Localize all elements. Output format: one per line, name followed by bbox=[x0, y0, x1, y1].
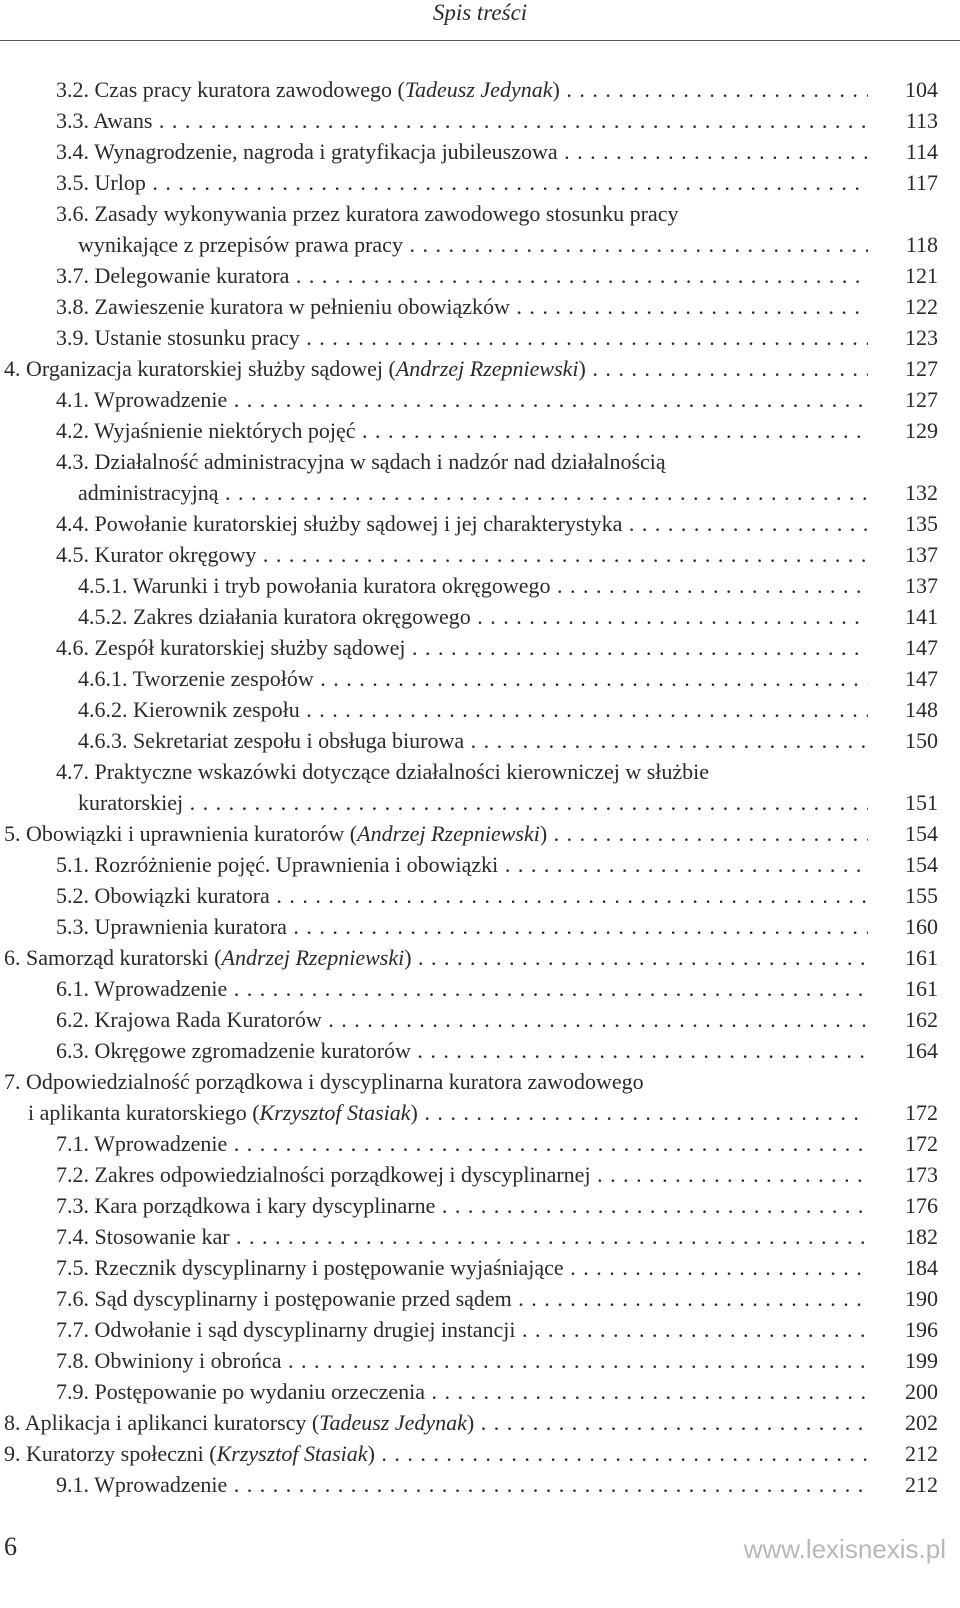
entry-page-number: 129 bbox=[905, 418, 938, 443]
toc-entry[interactable] bbox=[0, 818, 960, 849]
entry-title: Wyjaśnienie niektórych pojęć bbox=[94, 418, 356, 443]
entry-number: 9.1. bbox=[56, 1472, 89, 1497]
entry-author: Andrzej Rzepniewski bbox=[395, 356, 579, 381]
entry-page-number: 172 bbox=[905, 1131, 938, 1156]
entry-number: 4.7. bbox=[56, 759, 89, 784]
toc-entry[interactable] bbox=[0, 663, 960, 694]
toc-entry[interactable] bbox=[0, 1159, 960, 1190]
entry-title: Tworzenie zespołów bbox=[132, 666, 314, 691]
entry-title-tail: ) bbox=[410, 1100, 418, 1125]
toc-entry[interactable] bbox=[0, 601, 960, 632]
header-rule bbox=[0, 40, 960, 41]
entry-author: Andrzej Rzepniewski bbox=[221, 945, 405, 970]
entry-number: 3.8. bbox=[56, 294, 89, 319]
entry-number: 5. bbox=[4, 821, 21, 846]
toc-entry[interactable] bbox=[0, 1035, 960, 1066]
toc-entry[interactable] bbox=[0, 694, 960, 725]
entry-number: 7.4. bbox=[56, 1224, 89, 1249]
entry-title: Wprowadzenie bbox=[94, 976, 228, 1001]
entry-page-number: 151 bbox=[905, 790, 938, 815]
entry-title-tail: ) bbox=[466, 1410, 475, 1435]
toc-entry[interactable] bbox=[0, 756, 960, 818]
entry-page-number: 118 bbox=[905, 232, 938, 257]
running-header: Spis treści bbox=[432, 0, 528, 25]
toc-entry[interactable] bbox=[0, 1469, 960, 1500]
toc-entry[interactable] bbox=[0, 911, 960, 942]
entry-title: Samorząd kuratorski ( bbox=[26, 945, 222, 970]
entry-title: Urlop bbox=[94, 170, 146, 195]
entry-title-continued: kuratorskiej bbox=[78, 790, 184, 815]
entry-page-number: 121 bbox=[905, 263, 938, 288]
entry-number: 7. bbox=[4, 1069, 21, 1094]
entry-title-tail: ) bbox=[552, 77, 560, 102]
entry-title: Kuratorzy społeczni ( bbox=[26, 1441, 217, 1466]
entry-title: Sekretariat zespołu i obsługa biurowa bbox=[133, 728, 465, 753]
toc-entry[interactable] bbox=[0, 384, 960, 415]
toc-entry[interactable] bbox=[0, 973, 960, 1004]
entry-number: 3.3. bbox=[56, 108, 89, 133]
entry-title: Postępowanie po wydaniu orzeczenia bbox=[94, 1379, 425, 1404]
entry-number: 4.5. bbox=[56, 542, 89, 567]
toc-entry[interactable] bbox=[0, 849, 960, 880]
entry-page-number: 199 bbox=[905, 1348, 938, 1373]
entry-author: Tadeusz Jedynak bbox=[319, 1410, 467, 1435]
toc-entry[interactable] bbox=[0, 1376, 960, 1407]
toc-entry[interactable] bbox=[0, 322, 960, 353]
entry-title: Zespół kuratorskiej służby sądowej bbox=[94, 635, 406, 660]
toc-entry[interactable] bbox=[0, 942, 960, 973]
entry-title: Zakres działania kuratora okręgowego bbox=[133, 604, 471, 629]
entry-title: Awans bbox=[93, 108, 153, 133]
entry-number: 4. bbox=[4, 356, 21, 381]
entry-number: 7.3. bbox=[56, 1193, 89, 1218]
entry-number: 4.5.1. bbox=[78, 573, 128, 598]
entry-author: Krzysztof Stasiak bbox=[259, 1100, 411, 1125]
entry-number: 6. bbox=[4, 945, 21, 970]
entry-title: Powołanie kuratorskiej służby sądowej i jej charakterystyka bbox=[94, 511, 623, 536]
entry-page-number: 161 bbox=[905, 945, 938, 970]
entry-page-number: 154 bbox=[905, 821, 938, 846]
entry-title: Rzecznik dyscyplinarny i postępowanie wyjaśniające bbox=[94, 1255, 564, 1280]
entry-number: 3.4. bbox=[56, 139, 89, 164]
entry-title: Wprowadzenie bbox=[94, 1131, 228, 1156]
entry-page-number: 173 bbox=[905, 1162, 938, 1187]
toc-entry[interactable] bbox=[0, 725, 960, 756]
entry-number: 3.5. bbox=[56, 170, 89, 195]
toc-entry[interactable] bbox=[0, 260, 960, 291]
entry-title-tail: ) bbox=[539, 821, 548, 846]
entry-number: 6.1. bbox=[56, 976, 89, 1001]
entry-title-continued: wynikające z przepisów prawa pracy bbox=[78, 232, 403, 257]
entry-title: Ustanie stosunku pracy bbox=[94, 325, 300, 350]
entry-page-number: 190 bbox=[905, 1286, 938, 1311]
entry-number: 4.6.1. bbox=[78, 666, 128, 691]
entry-number: 4.4. bbox=[56, 511, 89, 536]
entry-title-tail: ) bbox=[367, 1441, 375, 1466]
entry-page-number: 212 bbox=[905, 1472, 938, 1497]
toc-entry[interactable] bbox=[0, 1066, 960, 1128]
entry-page-number: 123 bbox=[905, 325, 938, 350]
toc-entry[interactable] bbox=[0, 167, 960, 198]
toc-entry[interactable] bbox=[0, 105, 960, 136]
entry-number: 5.1. bbox=[56, 852, 89, 877]
entry-number: 7.6. bbox=[56, 1286, 89, 1311]
entry-page-number: 122 bbox=[905, 294, 938, 319]
entry-title: Warunki i tryb powołania kuratora okręgowego bbox=[132, 573, 551, 598]
entry-title: Wprowadzenie bbox=[94, 387, 228, 412]
table-of-contents bbox=[0, 74, 960, 1500]
entry-title: Obowiązki i uprawnienia kuratorów ( bbox=[26, 821, 358, 846]
entry-title: Kurator okręgowy bbox=[94, 542, 257, 567]
entry-title: Zasady wykonywania przez kuratora zawodowego stosunku pracy bbox=[94, 201, 679, 226]
entry-title: Odpowiedzialność porządkowa i dyscyplinarna kuratora zawodowego bbox=[26, 1069, 644, 1094]
entry-number: 8. bbox=[4, 1410, 21, 1435]
toc-entry[interactable] bbox=[0, 1190, 960, 1221]
entry-number: 7.1. bbox=[56, 1131, 89, 1156]
entry-page-number: 148 bbox=[905, 697, 938, 722]
toc-entry[interactable] bbox=[0, 353, 960, 384]
entry-page-number: 104 bbox=[905, 77, 938, 102]
entry-page-number: 114 bbox=[905, 139, 938, 164]
entry-title: Zawieszenie kuratora w pełnieniu obowiązków bbox=[94, 294, 510, 319]
entry-number: 7.5. bbox=[56, 1255, 89, 1280]
entry-title: Aplikacja i aplikanci kuratorscy ( bbox=[24, 1410, 320, 1435]
entry-title: Praktyczne wskazówki dotyczące działalności kierowniczej w służbie bbox=[94, 759, 710, 784]
entry-page-number: 137 bbox=[905, 542, 938, 567]
toc-entry[interactable] bbox=[0, 1345, 960, 1376]
toc-entry[interactable] bbox=[0, 446, 960, 508]
entry-title: Działalność administracyjna w sądach i nadzór nad działalnością bbox=[94, 449, 666, 474]
entry-title: Uprawnienia kuratora bbox=[94, 914, 287, 939]
entry-title: Delegowanie kuratora bbox=[94, 263, 290, 288]
entry-number: 7.7. bbox=[56, 1317, 89, 1342]
entry-number: 9. bbox=[4, 1441, 21, 1466]
entry-author: Andrzej Rzepniewski bbox=[357, 821, 540, 846]
entry-page-number: 172 bbox=[905, 1100, 938, 1125]
entry-title-tail: ) bbox=[404, 945, 412, 970]
entry-page-number: 164 bbox=[905, 1038, 938, 1063]
toc-entry[interactable] bbox=[0, 74, 960, 105]
entry-number: 5.2. bbox=[56, 883, 89, 908]
entry-number: 3.2. bbox=[56, 77, 89, 102]
entry-number: 4.1. bbox=[56, 387, 89, 412]
toc-entry[interactable] bbox=[0, 508, 960, 539]
entry-number: 6.2. bbox=[56, 1007, 89, 1032]
entry-number: 4.6.2. bbox=[78, 697, 128, 722]
entry-page-number: 113 bbox=[905, 108, 938, 133]
entry-page-number: 182 bbox=[905, 1224, 938, 1249]
entry-title: Odwołanie i sąd dyscyplinarny drugiej instancji bbox=[94, 1317, 516, 1342]
toc-entry[interactable] bbox=[0, 880, 960, 911]
entry-page-number: 132 bbox=[905, 480, 938, 505]
entry-page-number: 162 bbox=[905, 1007, 938, 1032]
toc-entry[interactable] bbox=[0, 1438, 960, 1469]
toc-entry[interactable] bbox=[0, 415, 960, 446]
entry-page-number: 176 bbox=[905, 1193, 938, 1218]
entry-title: Wynagrodzenie, nagroda i gratyfikacja jubileuszowa bbox=[94, 139, 558, 164]
entry-page-number: 160 bbox=[905, 914, 938, 939]
entry-number: 6.3. bbox=[56, 1038, 89, 1063]
entry-page-number: 117 bbox=[905, 170, 938, 195]
toc-entry[interactable] bbox=[0, 1283, 960, 1314]
toc-entry[interactable] bbox=[0, 1221, 960, 1252]
entry-number: 4.6.3. bbox=[78, 728, 128, 753]
entry-number: 5.3. bbox=[56, 914, 89, 939]
publisher-url[interactable]: www.lexisnexis.pl bbox=[743, 1534, 946, 1564]
entry-title-continued: i aplikanta kuratorskiego ( bbox=[28, 1100, 260, 1125]
entry-page-number: 155 bbox=[905, 883, 938, 908]
entry-number: 7.2. bbox=[56, 1162, 89, 1187]
entry-page-number: 135 bbox=[905, 511, 938, 536]
entry-page-number: 150 bbox=[905, 728, 938, 753]
entry-number: 7.9. bbox=[56, 1379, 89, 1404]
entry-page-number: 147 bbox=[905, 666, 938, 691]
entry-author: Krzysztof Stasiak bbox=[216, 1441, 368, 1466]
entry-page-number: 200 bbox=[905, 1379, 938, 1404]
toc-entry[interactable] bbox=[0, 136, 960, 167]
entry-title: Obowiązki kuratora bbox=[94, 883, 270, 908]
entry-title: Zakres odpowiedzialności porządkowej i dyscyplinarnej bbox=[94, 1162, 591, 1187]
entry-number: 4.6. bbox=[56, 635, 89, 660]
entry-page-number: 161 bbox=[905, 976, 938, 1001]
entry-title: Organizacja kuratorskiej służby sądowej ( bbox=[26, 356, 396, 381]
entry-page-number: 127 bbox=[905, 356, 938, 381]
entry-page-number: 141 bbox=[905, 604, 938, 629]
entry-number: 4.5.2. bbox=[78, 604, 128, 629]
entry-page-number: 137 bbox=[905, 573, 938, 598]
toc-entry[interactable] bbox=[0, 1252, 960, 1283]
entry-page-number: 147 bbox=[905, 635, 938, 660]
toc-entry[interactable] bbox=[0, 632, 960, 663]
entry-page-number: 212 bbox=[905, 1441, 938, 1466]
entry-title: Czas pracy kuratora zawodowego ( bbox=[94, 77, 405, 102]
entry-title: Wprowadzenie bbox=[94, 1472, 228, 1497]
entry-title: Sąd dyscyplinarny i postępowanie przed sądem bbox=[94, 1286, 512, 1311]
entry-title: Rozróżnienie pojęć. Uprawnienia i obowiązki bbox=[94, 852, 499, 877]
entry-title: Kierownik zespołu bbox=[133, 697, 300, 722]
entry-title: Obwiniony i obrońca bbox=[94, 1348, 282, 1373]
toc-entry[interactable] bbox=[0, 1314, 960, 1345]
toc-entry[interactable] bbox=[0, 198, 960, 260]
toc-entry[interactable] bbox=[0, 1004, 960, 1035]
toc-entry[interactable] bbox=[0, 291, 960, 322]
page-number: 6 bbox=[4, 1532, 17, 1561]
toc-entry[interactable] bbox=[0, 1407, 960, 1438]
entry-number: 3.6. bbox=[56, 201, 89, 226]
entry-title: Krajowa Rada Kuratorów bbox=[94, 1007, 322, 1032]
entry-page-number: 154 bbox=[905, 852, 938, 877]
entry-author: Tadeusz Jedynak bbox=[404, 77, 553, 102]
toc-entry[interactable] bbox=[0, 570, 960, 601]
entry-page-number: 184 bbox=[905, 1255, 938, 1280]
toc-entry[interactable] bbox=[0, 539, 960, 570]
toc-entry[interactable] bbox=[0, 1128, 960, 1159]
entry-number: 7.8. bbox=[56, 1348, 89, 1373]
entry-title: Okręgowe zgromadzenie kuratorów bbox=[94, 1038, 411, 1063]
entry-number: 4.3. bbox=[56, 449, 89, 474]
entry-title-tail: ) bbox=[578, 356, 586, 381]
entry-number: 4.2. bbox=[56, 418, 89, 443]
entry-page-number: 196 bbox=[905, 1317, 938, 1342]
entry-title: Kara porządkowa i kary dyscyplinarne bbox=[94, 1193, 436, 1218]
entry-page-number: 202 bbox=[905, 1410, 938, 1435]
entry-number: 3.9. bbox=[56, 325, 89, 350]
entry-title-continued: administracyjną bbox=[78, 480, 219, 505]
entry-number: 3.7. bbox=[56, 263, 89, 288]
entry-title: Stosowanie kar bbox=[94, 1224, 230, 1249]
entry-page-number: 127 bbox=[905, 387, 938, 412]
